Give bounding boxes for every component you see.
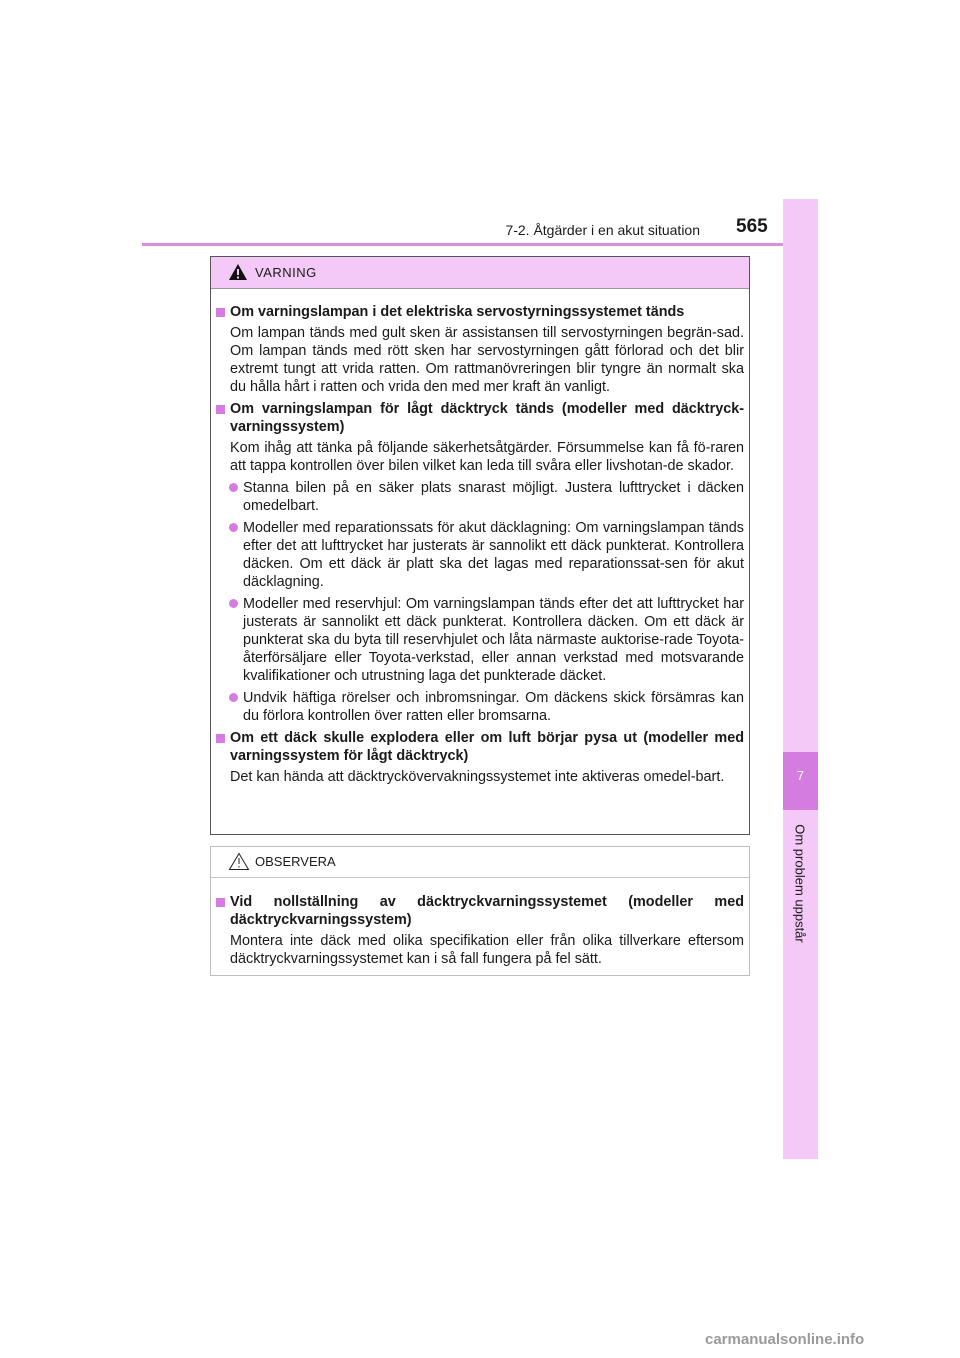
list-item: Stanna bilen på en säker plats snarast möjligt. Justera lufttrycket i däcken omedelbart.: [216, 479, 744, 515]
warning-heading-1: Om varningslampan i det elektriska servostyrningssystemet tänds: [216, 303, 744, 321]
warning-triangle-icon: [228, 263, 248, 281]
warning-text-1: Om lampan tänds med gult sken är assistansen till servostyrningen begrän-sad. Om lampan tänds med rött sken har servostyrningen gått förlorad och det blir extremt tungt att vrida ratten. Om rattmanövreringen blir tyngre än normalt ska du hålla hårt i ratten och vrida den med mer kraft än vanligt.: [230, 325, 744, 395]
list-item: Modeller med reservhjul: Om varningslampan tänds efter det att lufttrycket har justerats är sannolikt ett däck punkterat. Kontrollera däcken. Om ett däck är punkterat ska du byta till reservhjulet och låta närmaste auktorise-rade Toyota-återförsäljare eller Toyota-verkstad, eller annan verkstad med motsvarande kvalifikationer och utrustning laga det punkterade däcket.: [216, 595, 744, 685]
warning-heading-2: Om varningslampan för lågt däcktryck tänds (modeller med däcktryck-varningssystem): [216, 400, 744, 436]
caution-triangle-outline-icon: [228, 852, 250, 871]
notice-heading-line2: däcktryckvarningssystem): [230, 912, 412, 928]
round-bullet-icon: [229, 693, 238, 702]
list-item: Undvik häftiga rörelser och inbromsningar. Om däckens skick försämras kan du förlora kontrollen över ratten eller bromsarna.: [216, 689, 744, 725]
square-bullet-icon: [216, 898, 225, 907]
notice-box: [210, 846, 750, 976]
watermark: carmanualsonline.info: [705, 1331, 865, 1348]
warning-text-3: Det kan hända att däcktryckövervakningssystemet inte aktiveras omedel-bart.: [230, 769, 725, 785]
round-bullet-icon: [229, 599, 238, 608]
notice-content: [216, 889, 744, 968]
page-number: 565: [736, 216, 768, 237]
round-bullet-icon: [229, 523, 238, 532]
notice-heading: Vid nollställning av däcktryckvarningssystemet (modeller med: [216, 893, 744, 911]
warning-heading-3: Om ett däck skulle explodera eller om luft börjar pysa ut (modeller med varningssystem för lågt däcktryck): [216, 729, 744, 765]
warning-box: [210, 256, 750, 835]
notice-text: Montera inte däck med olika specifikation eller från olika tillverkare eftersom däcktryckvarningssystemet kan i så fall fungera på fel sätt.: [230, 933, 744, 967]
chapter-side-tab: [783, 199, 818, 1159]
section-title: 7-2. Åtgärder i en akut situation: [505, 222, 700, 238]
square-bullet-icon: [216, 405, 225, 414]
header-rule: [142, 243, 818, 246]
chapter-title: Om problem uppstår: [792, 824, 808, 943]
chapter-number: 7: [796, 768, 805, 783]
list-item: Modeller med reparationssats för akut däcklagning: Om varningslampan tänds efter det att lufttrycket har justerats är sannolikt ett däck punkterat. Kontrollera däcken. Om ett däck är platt ska det lagas med reparationssat-sen för akut däcklagning.: [216, 519, 744, 591]
square-bullet-icon: [216, 734, 225, 743]
warning-header: [211, 257, 749, 289]
warning-content: [216, 299, 744, 786]
round-bullet-icon: [229, 483, 238, 492]
notice-header: [211, 847, 749, 878]
warning-text-2: Kom ihåg att tänka på följande säkerhetsåtgärder. Försummelse kan få fö-raren att tappa kontrollen över bilen vilket kan leda till svåra eller livshotan-de skador.: [230, 440, 744, 474]
warning-label: VARNING: [255, 265, 317, 280]
notice-label: OBSERVERA: [255, 854, 336, 869]
square-bullet-icon: [216, 308, 225, 317]
